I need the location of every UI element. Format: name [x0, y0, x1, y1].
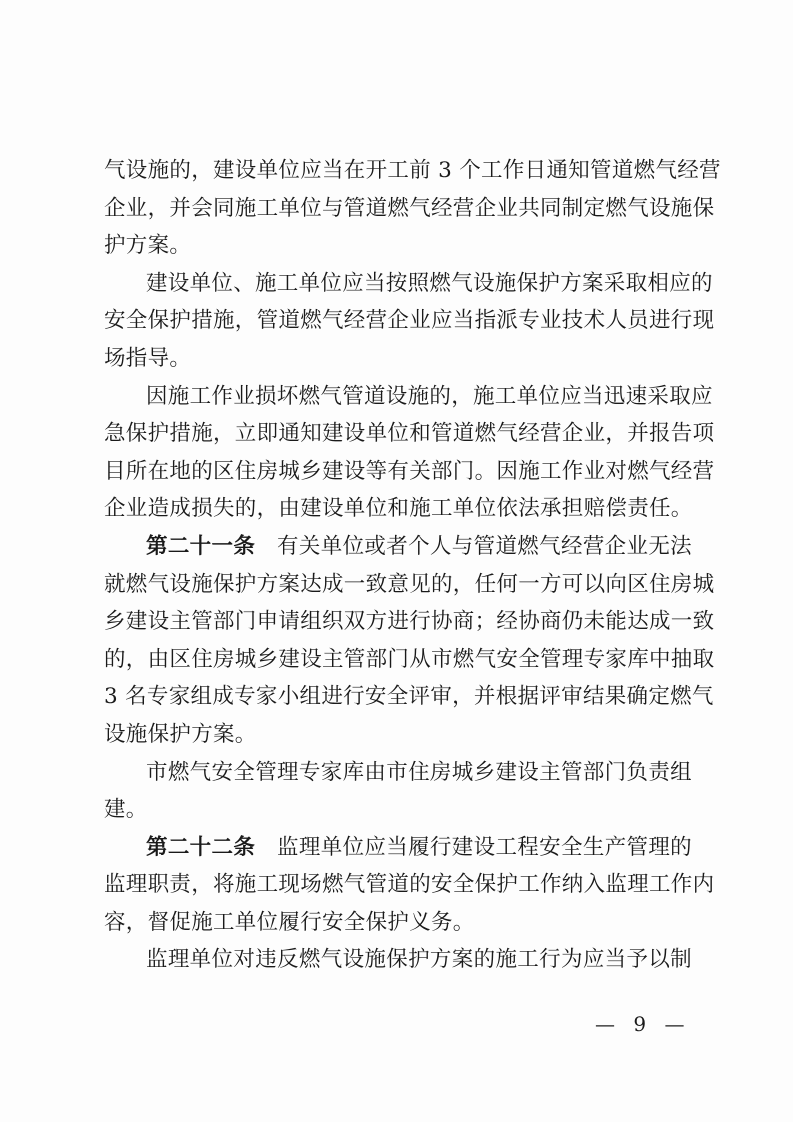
article-21-first-line [104, 528, 692, 566]
body-line: 监理职责，将施工现场燃气管道的安全保护工作纳入监理工作内 [104, 872, 715, 898]
body-line: 3 名专家组成专家小组进行安全评审，并根据评审结果确定燃气 [104, 684, 714, 710]
body-line: 护方案。 [104, 233, 192, 259]
body-line: 设施保护方案。 [104, 721, 257, 747]
body-line: 目所在地的区住房城乡建设等有关部门。因施工作业对燃气经营 [104, 458, 715, 484]
article-22-first-line [104, 829, 692, 867]
body-line: 因施工作业损坏燃气管道设施的，施工单位应当迅速采取应 [146, 383, 713, 409]
body-line: 建设单位、施工单位应当按照燃气设施保护方案采取相应的 [146, 270, 713, 296]
article-21-text: 有关单位或者个人与管道燃气经营企业无法 [277, 533, 692, 559]
body-line: 企业造成损失的，由建设单位和施工单位依法承担赔偿责任。 [104, 496, 693, 522]
body-line: 就燃气设施保护方案达成一致意见的，任何一方可以向区住房城 [104, 571, 715, 597]
article-21-heading: 第二十一条 [146, 533, 256, 559]
body-line: 市燃气安全管理专家库由市住房城乡建设主管部门负责组 [146, 759, 692, 785]
spacer [255, 534, 277, 559]
body-line: 企业，并会同施工单位与管道燃气经营企业共同制定燃气设施保 [104, 195, 715, 221]
body-line: 安全保护措施，管道燃气经营企业应当指派专业技术人员进行现 [104, 308, 715, 334]
body-line: 建。 [104, 797, 148, 823]
page-number: — 9 — [595, 1012, 691, 1036]
body-line: 场指导。 [104, 345, 192, 371]
body-line: 容，督促施工单位履行安全保护义务。 [104, 909, 475, 935]
body-line: 乡建设主管部门申请组织双方进行协商；经协商仍未能达成一致 [104, 609, 715, 635]
spacer [255, 835, 277, 860]
body-line: 监理单位对违反燃气设施保护方案的施工行为应当予以制 [146, 947, 692, 973]
document-body [104, 152, 721, 979]
body-line: 的，由区住房城乡建设主管部门从市燃气安全管理专家库中抽取 [104, 646, 715, 672]
article-22-text: 监理单位应当履行建设工程安全生产管理的 [277, 834, 692, 860]
article-22-heading: 第二十二条 [146, 834, 256, 860]
body-line: 气设施的，建设单位应当在开工前 3 个工作日通知管道燃气经营 [104, 158, 721, 183]
body-line: 急保护措施，立即通知建设单位和管道燃气经营企业，并报告项 [104, 421, 715, 447]
